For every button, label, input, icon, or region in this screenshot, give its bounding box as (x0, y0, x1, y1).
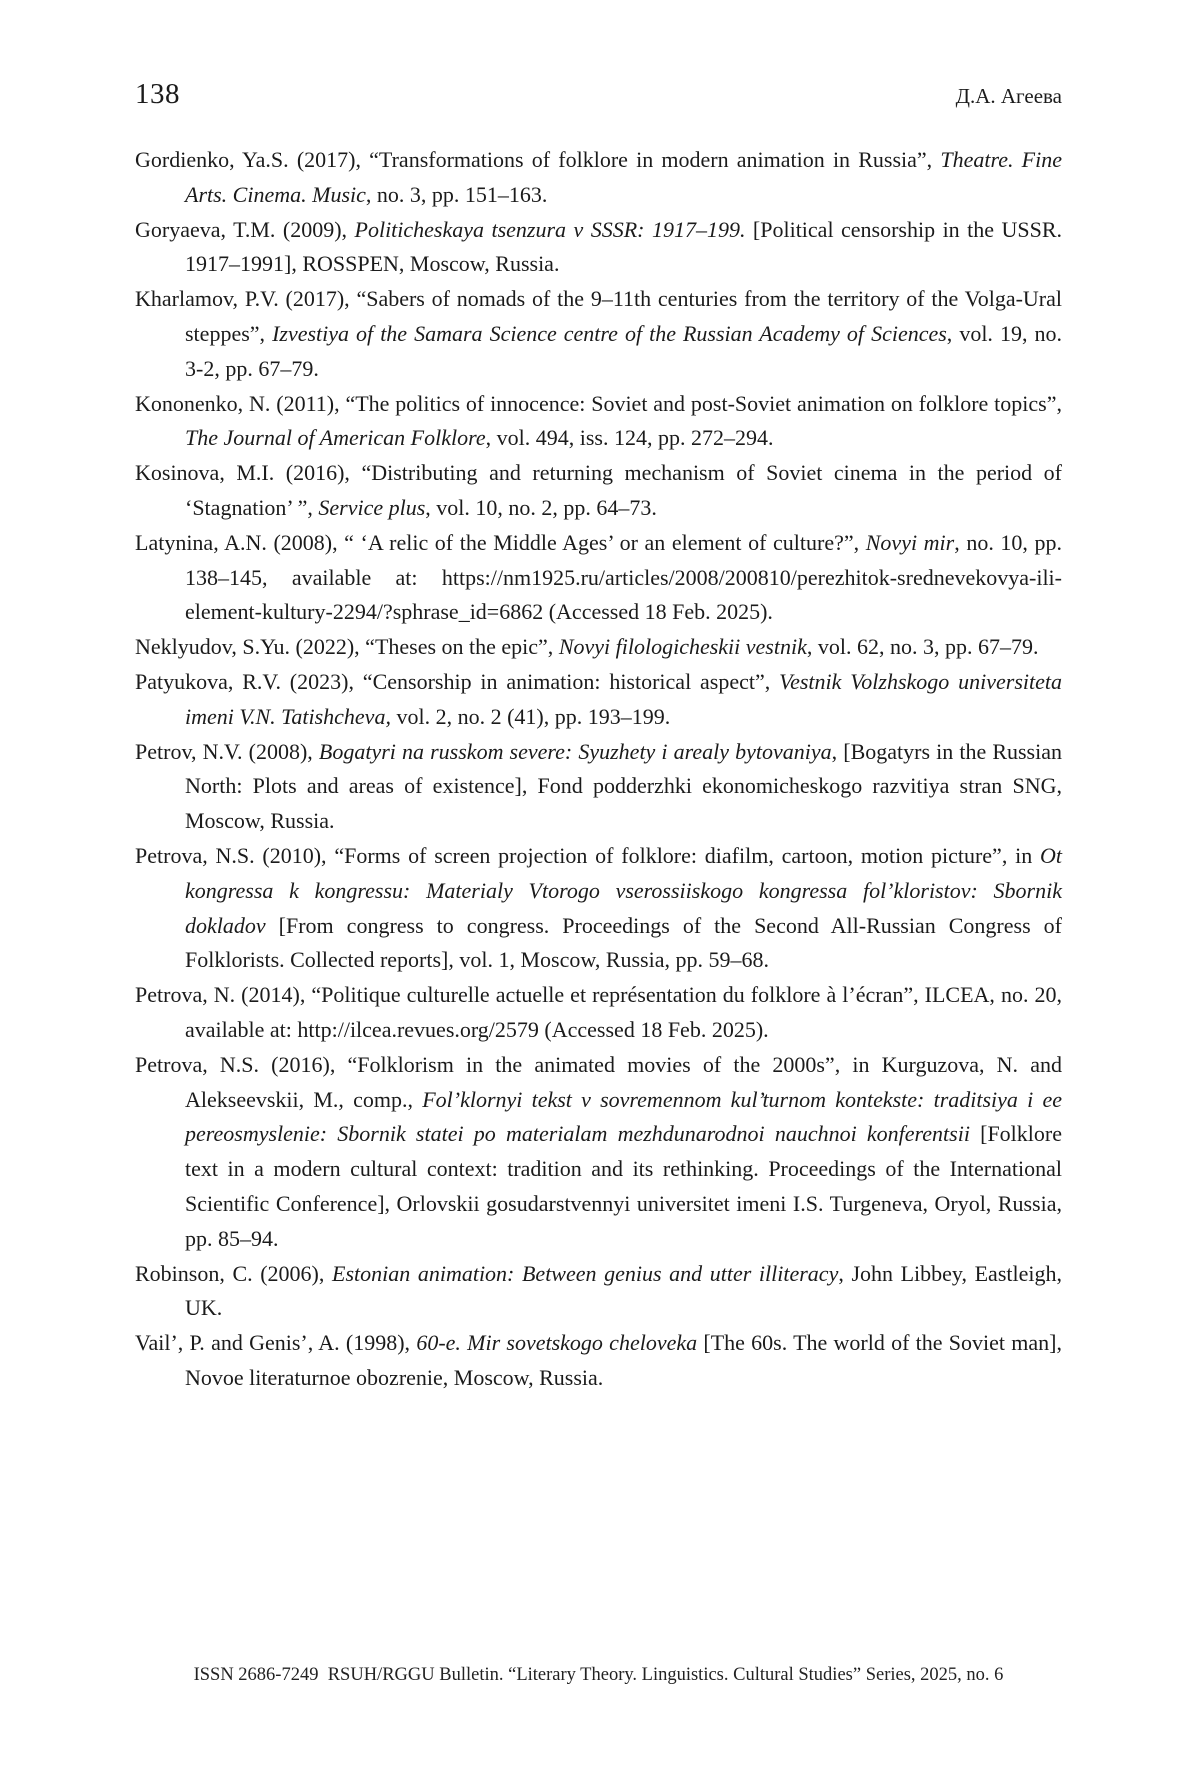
reference-text-segment: Kononenko, N. (2011), “The politics of innocence: Soviet and post-Soviet animation on folklore topics”, (135, 390, 1062, 416)
reference-title-segment: 60-e. Mir sovetskogo cheloveka (416, 1330, 698, 1356)
journal-footer-line (135, 1662, 1062, 1688)
reference-text-segment: Petrova, N.S. (2010), “Forms of screen projection of folklore: diafilm, cartoon, motion picture”, in (135, 842, 1040, 868)
reference-item (135, 839, 1062, 978)
reference-title-segment: Service plus (318, 494, 426, 520)
reference-item (135, 1048, 1062, 1257)
reference-title-segment: Izvestiya of the Samara Science centre of the Russian Academy of Sciences (272, 320, 947, 346)
reference-item (135, 665, 1062, 735)
reference-item (135, 387, 1062, 457)
reference-text-segment: Patyukova, R.V. (2023), “Censorship in animation: historical aspect”, (135, 668, 780, 694)
running-header (135, 78, 1062, 111)
reference-text-segment: Petrova, N. (2014), “Politique culturelle actuelle et représentation du folklore à l’écran”, ILCEA, no. 20, available at: http://ilcea.revues.org/2579 (Accessed 18 Feb. 2025). (135, 982, 1062, 1042)
reference-item (135, 1326, 1062, 1396)
reference-title-segment: Fol’klornyi tekst v sovremennom kul’turnom kontekste: traditsiya i ee pereosmyslenie: Sbornik statei po materialam mezhdunarodnoi nauchnoi konferentsii (185, 1086, 1062, 1147)
reference-text-segment: , John Libbey, Eastleigh, UK. (185, 1260, 1062, 1321)
reference-text-segment: Petrov, N.V. (2008), (135, 738, 319, 764)
reference-item (135, 143, 1062, 213)
reference-text-segment: , [Bogatyrs in the Russian North: Plots and areas of existence], Fond podderzhki ekonomicheskogo razvitiya stran SNG, Moscow, Russia. (185, 738, 1062, 834)
reference-text-segment: , vol. 62, no. 3, pp. 67–79. (806, 634, 1039, 660)
reference-title-segment: Novyi filologicheskii vestnik (558, 634, 807, 660)
reference-item (135, 526, 1062, 630)
reference-text-segment: [From congress to congress. Proceedings of the Second All-Russian Congress of Folklorists. Collected reports], vol. 1, Moscow, Russia, pp. 59–68. (185, 912, 1062, 973)
reference-text-segment: Neklyudov, S.Yu. (2022), “Theses on the epic”, (135, 634, 559, 660)
reference-title-segment: Theatre. Fine Arts. Cinema. Music (185, 147, 1062, 207)
reference-text-segment: , vol. 19, no. 3-2, pp. 67–79. (185, 320, 1062, 381)
reference-title-segment: Ot kongressa k kongressu: Materialy Vtorogo vserossiiskogo kongressa fol’kloristov: Sbornik dokladov (185, 842, 1062, 938)
reference-text-segment: [Folklore text in a modern cultural context: tradition and its rethinking. Proceedings of the International Scientific Conference], Orlovskii gosudarstvennyi universitet imeni I.S. Turgeneva, Oryol, Russia, pp. 85–94. (185, 1121, 1062, 1251)
reference-text-segment: , vol. 10, no. 2, pp. 64–73. (425, 494, 657, 520)
page-number: 138 (135, 78, 180, 110)
reference-item (135, 456, 1062, 526)
reference-title-segment: The Journal of American Folklore (185, 425, 486, 451)
journal-footer-text: ISSN 2686-7249 RSUH/RGGU Bulletin. “Literary Theory. Linguistics. Cultural Studies” Series, 2025, no. 6 (193, 1665, 1004, 1685)
reference-text-segment: Vail’, P. and Genis’, A. (1998), (135, 1330, 417, 1356)
reference-text-segment: , no. 3, pp. 151–163. (365, 181, 548, 207)
reference-title-segment: Bogatyri na russkom severe: Syuzhety i arealy bytovaniya (318, 738, 832, 764)
reference-item (135, 735, 1062, 839)
reference-text-segment: Goryaeva, T.M. (2009), (135, 216, 355, 242)
reference-text-segment: Robinson, C. (2006), (135, 1260, 332, 1286)
reference-text-segment: Latynina, A.N. (2008), “ ‘A relic of the Middle Ages’ or an element of culture?”, (135, 529, 866, 555)
reference-item (135, 213, 1062, 283)
reference-text-segment: Gordienko, Ya.S. (2017), “Transformations of folklore in modern animation in Russia”, (135, 147, 941, 172)
reference-text-segment: Kharlamov, P.V. (2017), “Sabers of nomads of the 9–11th centuries from the territory of the Volga-Ural steppes”, (135, 286, 1062, 346)
reference-item (135, 1257, 1062, 1327)
reference-title-segment: Politicheskaya tsenzura v SSSR: 1917–199. (354, 216, 746, 242)
references-list (135, 143, 1062, 1396)
reference-item (135, 282, 1062, 386)
reference-text-segment: vol. 2, no. 2 (41), pp. 193–199. (390, 703, 671, 729)
reference-text-segment: [The 60s. The world of the Soviet man], Novoe literaturnoe obozrenie, Moscow, Russia. (185, 1330, 1062, 1390)
reference-item (135, 630, 1062, 665)
reference-text-segment: [Political censorship in the USSR. 1917–1991], ROSSPEN, Moscow, Russia. (185, 216, 1063, 277)
reference-text-segment: , no. 10, pp. 138–145, available at: https://nm1925.ru/articles/2008/200810/perezhitok-srednevekovya-ili-element-kultury-2294/?sphrase_id=6862 (Accessed 18 Feb. 2025). (185, 529, 1063, 625)
reference-item (135, 978, 1062, 1048)
running-head-author: Д.А. Агеева (955, 84, 1062, 108)
reference-title-segment: Estonian animation: Between genius and utter illiteracy (332, 1260, 839, 1286)
reference-text-segment: Kosinova, M.I. (2016), “Distributing and returning mechanism of Soviet cinema in the period of ‘Stagnation’ ”, (135, 460, 1062, 520)
reference-title-segment: Novyi mir (865, 529, 955, 555)
reference-text-segment: , vol. 494, iss. 124, pp. 272–294. (485, 425, 774, 451)
reference-title-segment: Vestnik Volzhskogo universiteta imeni V.N. Tatishcheva, (185, 668, 1062, 729)
reference-text-segment: Petrova, N.S. (2016), “Folklorism in the animated movies of the 2000s”, in Kurguzova, N. and Alekseevskii, M., comp., (135, 1051, 1062, 1112)
